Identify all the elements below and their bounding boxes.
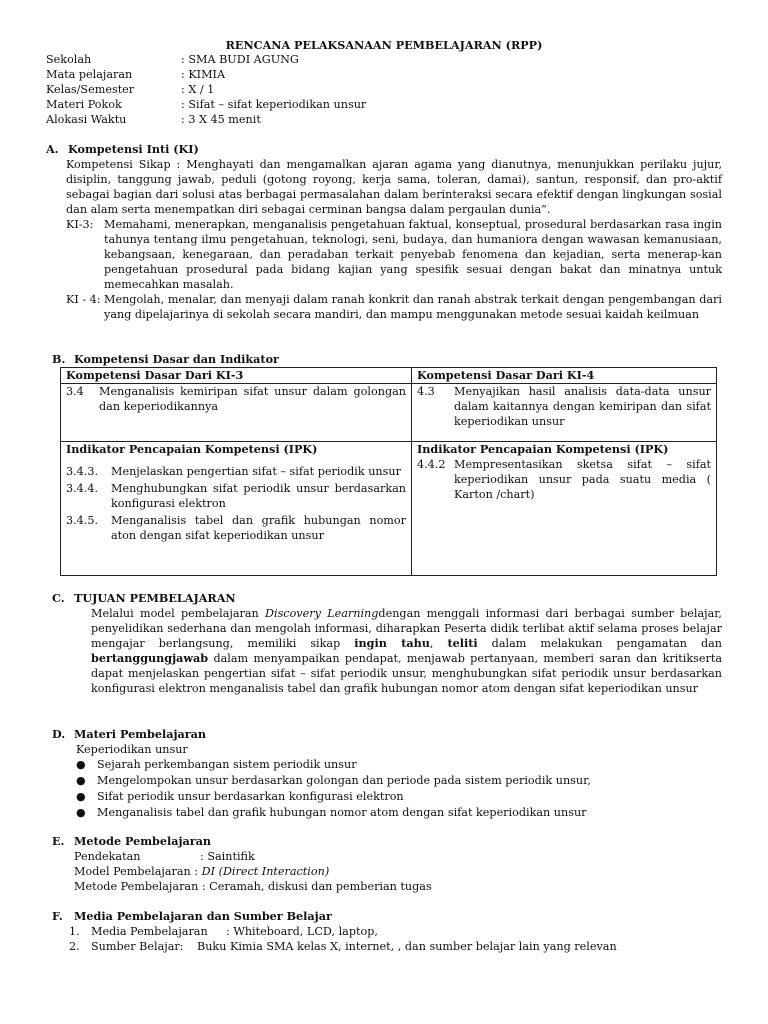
identity-key: Alokasi Waktu — [46, 113, 127, 126]
section-b-heading — [52, 352, 279, 367]
tujuan-text: , — [429, 637, 448, 650]
tujuan-text: dalam menyampaikan pendapat, menjawab pertanyaan, memberi saran dan kritikserta dapat menjelaskan pengertian sifat – sifat periodik unsur, menghubungkan sifat periodik unsur berdasarkan konfigurasi elektron menganalisis tabel dan grafik hubungan nomor atom dengan sifat keperiodikan unsur — [91, 652, 722, 695]
list-item-text: Menganalisis tabel dan grafik hubungan nomor atom dengan sifat keperiodikan unsur — [97, 806, 587, 819]
tujuan-text: Melalui model pembelajaran — [91, 607, 266, 620]
media-value: : Whiteboard, LCD, laptop, — [226, 925, 378, 938]
ipk-item — [417, 457, 711, 502]
list-item-text: Mengelompokan unsur berdasarkan golongan dan periode pada sistem periodik unsur, — [97, 774, 591, 787]
section-number: B. — [52, 352, 66, 366]
kd4-text: Menyajikan hasil analisis data-data unsur dalam kaitannya dengan kemiripan dan sifat keperiodikan unsur — [454, 385, 711, 428]
source-label: Sumber Belajar: — [91, 940, 184, 953]
ipk-right-header: Indikator Pencapaian Kompetensi (IPK) — [417, 442, 669, 456]
section-title: Kompetensi Inti (KI) — [68, 142, 199, 156]
ipk-number: 3.4.5. — [66, 514, 99, 527]
ipk-item — [66, 464, 406, 479]
ki3-text — [66, 217, 722, 292]
ki4-label: KI - 4: — [66, 293, 101, 306]
section-number: E. — [52, 834, 65, 848]
identity-value: : SMA BUDI AGUNG — [181, 53, 299, 66]
kd3-header: Kompetensi Dasar Dari KI-3 — [61, 368, 412, 384]
tujuan-text: dengan menggali informasi dari berbagai sumber belajar, penyelidikan sederhana dan mengolah informasi, diharapkan Peserta didik terlibat aktif selama proses belajar mengajar berlangsung, memiliki sikap — [91, 607, 722, 650]
list-item-text: Sejarah perkembangan sistem periodik unsur — [97, 758, 357, 771]
kd3-text: Menganalisis kemiripan sifat unsur dalam golongan dan keperiodikannya — [99, 385, 406, 413]
section-title: Kompetensi Dasar dan Indikator — [74, 352, 279, 366]
ipk-number: 3.4.3. — [66, 465, 99, 478]
ipk-left-cell — [61, 442, 412, 576]
section-d-heading — [52, 727, 206, 742]
ipk-text: Menghubungkan sifat periodik unsur berdasarkan konfigurasi elektron — [111, 482, 406, 510]
section-title: TUJUAN PEMBELAJARAN — [74, 591, 236, 605]
identity-value: : Sifat – sifat keperiodikan unsur — [181, 98, 367, 111]
kd4-number: 4.3 — [417, 385, 435, 398]
materi-intro: Keperiodikan unsur — [76, 743, 188, 756]
model-value: DI (Direct Interaction) — [201, 865, 330, 878]
list-item-text: Sifat periodik unsur berdasarkan konfigurasi elektron — [97, 790, 404, 803]
ipk-item — [66, 481, 406, 511]
pendekatan-label: Pendekatan — [74, 850, 141, 863]
source-value: Buku Kimia SMA kelas X, internet, , dan sumber belajar lain yang relevan — [197, 940, 617, 953]
media-item — [69, 924, 80, 939]
ipk-number: 3.4.4. — [66, 482, 99, 495]
kompetensi-sikap: Kompetensi Sikap : Menghayati dan mengamalkan ajaran agama yang dianutnya, menunjukkan perilaku jujur, disiplin, tanggung jawab, peduli (gotong royong, kerja sama, toleran, damai), santun, responsif, dan pro-aktif sebagai bagian dari solusi atas berbagai permasalahan dalam berinteraksi secara efektif dengan lingkungan sosial dan alam serta menempatkan diri sebagai cerminan bangsa dalam pergaulan dunia”. — [66, 158, 722, 216]
model-line — [74, 864, 329, 879]
section-e-heading — [52, 834, 211, 849]
ipk-text: Menjelaskan pengertian sifat – sifat periodik unsur — [111, 465, 401, 478]
bullet-icon: ● — [76, 806, 86, 819]
section-f-heading — [52, 909, 332, 924]
tujuan-paragraph — [91, 606, 722, 696]
kd4-cell — [412, 384, 717, 442]
ipk-number: 4.4.2 — [417, 458, 446, 471]
pendekatan-value: : Saintifik — [200, 850, 255, 863]
identity-value: : KIMIA — [181, 68, 226, 81]
model-label: Model Pembelajaran : — [74, 865, 202, 878]
identity-value: : X / 1 — [181, 83, 215, 96]
tujuan-keyword: ingin tahu — [354, 636, 430, 650]
tujuan-keyword: bertanggungjawab — [91, 651, 209, 665]
ki3-body: Memahami, menerapkan, menganalisis pengetahuan faktual, konseptual, prosedural berdasarkan rasa ingin tahunya tentang ilmu pengetahuan, teknologi, seni, budaya, dan humaniora dengan wawasan kemanusiaan, kebangsaan, kenegaraan, dan peradaban terkait penyebab fenomena dan kejadian, serta menerap-kan pengetahuan prosedural pada bidang kajian yang spesifik sesuai dengan bakat dan minatnya untuk memecahkan masalah. — [104, 218, 722, 291]
media-label: Media Pembelajaran — [91, 925, 208, 938]
ipk-item — [66, 513, 406, 543]
section-number: D. — [52, 727, 66, 741]
section-title: Metode Pembelajaran — [74, 834, 212, 848]
identity-key: Mata pelajaran — [46, 68, 133, 81]
section-number: F. — [52, 909, 63, 923]
identity-key: Kelas/Semester — [46, 83, 135, 96]
document-title: RENCANA PELAKSANAAN PEMBELAJARAN (RPP) — [225, 38, 543, 52]
ipk-text: Mempresentasikan sketsa sifat – sifat keperiodikan unsur pada suatu media ( Karton /chart) — [454, 458, 711, 501]
identity-key: Materi Pokok — [46, 98, 122, 111]
section-title: Materi Pembelajaran — [74, 727, 207, 741]
identity-key: Sekolah — [46, 53, 92, 66]
bullet-icon: ● — [76, 774, 86, 787]
media-number: 1. — [69, 925, 80, 938]
kd3-number: 3.4 — [66, 385, 84, 398]
section-number: A. — [46, 142, 59, 156]
section-number: C. — [52, 591, 65, 605]
ki3-label: KI-3: — [66, 218, 94, 231]
bullet-icon: ● — [76, 758, 86, 771]
tujuan-keyword: teliti — [447, 636, 478, 650]
section-title: Media Pembelajaran dan Sumber Belajar — [74, 909, 332, 923]
media-number: 2. — [69, 940, 80, 953]
kd3-cell — [61, 384, 412, 442]
bullet-icon: ● — [76, 790, 86, 803]
media-item — [69, 939, 80, 954]
ipk-right-cell — [412, 442, 717, 576]
ipk-text: Menganalisis tabel dan grafik hubungan nomor aton dengan sifat keperiodikan unsur — [111, 514, 406, 542]
kd4-header: Kompetensi Dasar Dari KI-4 — [412, 368, 717, 384]
section-c-heading — [52, 591, 236, 606]
ipk-left-header: Indikator Pencapaian Kompetensi (IPK) — [66, 442, 318, 456]
tujuan-model: Discovery Learning — [265, 607, 379, 620]
tujuan-text: dalam melakukan pengamatan dan — [477, 637, 722, 650]
section-a-heading — [46, 142, 199, 157]
kompetensi-dasar-table — [60, 367, 717, 576]
metode-line: Metode Pembelajaran : Ceramah, diskusi dan pemberian tugas — [74, 880, 432, 893]
identity-value: : 3 X 45 menit — [181, 113, 261, 126]
ki4-text: Mengolah, menalar, dan menyaji dalam ranah konkrit dan ranah abstrak terkait dengan pengembangan dari yang dipelajarinya di sekolah secara mandiri, dan mampu menggunakan metode sesuai kaidah keilmuan — [104, 293, 722, 321]
